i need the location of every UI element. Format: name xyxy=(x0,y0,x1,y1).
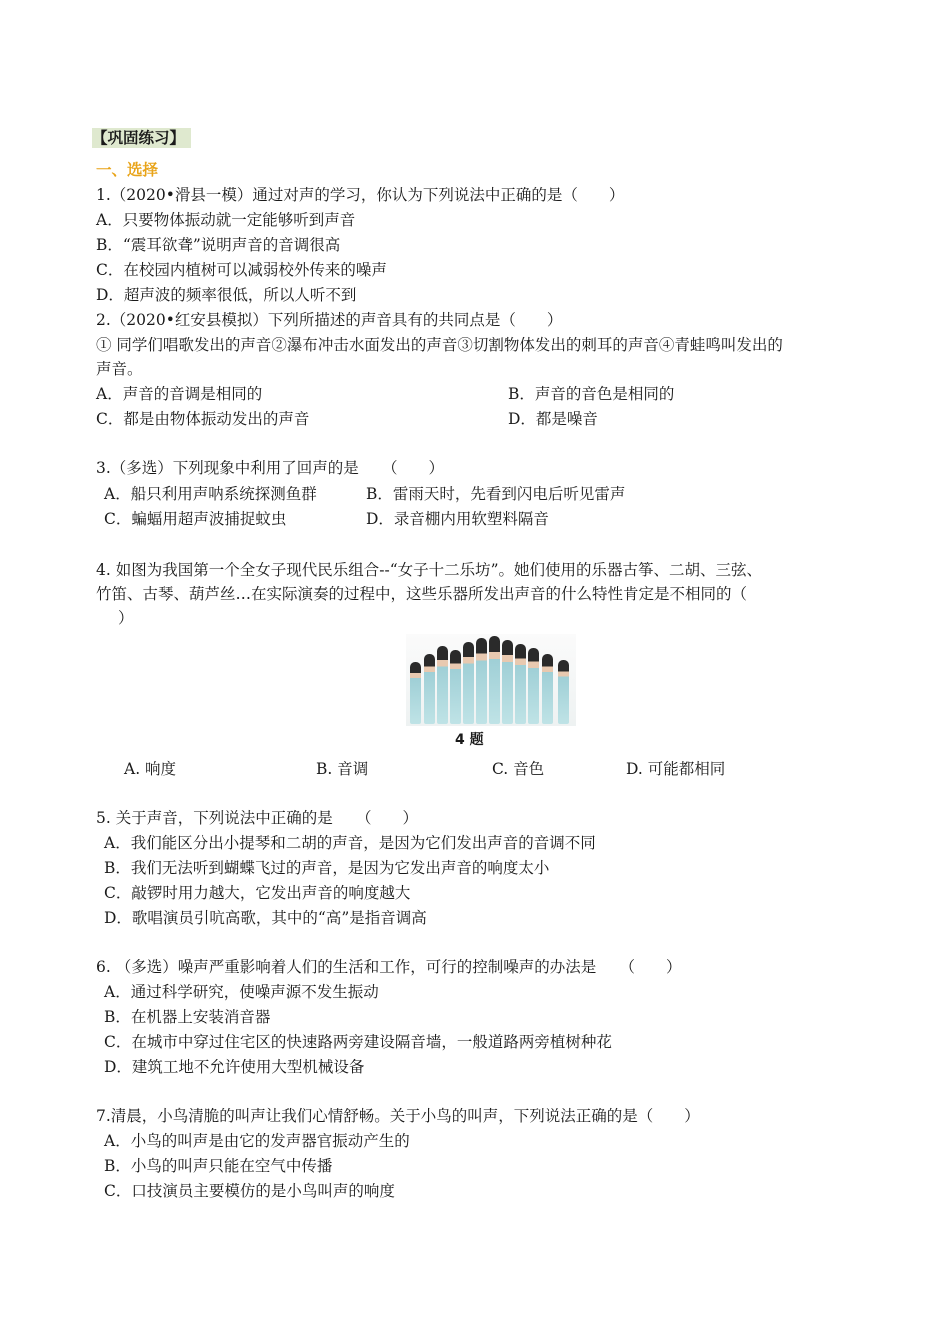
q7-option-a: A．小鸟的叫声是由它的发声器官振动产生的 xyxy=(104,1132,410,1150)
q5-option-b: B．我们无法听到蝴蝶飞过的声音，是因为它发出声音的响度太小 xyxy=(104,859,550,877)
q3-option-b: B．雷雨天时，先看到闪电后听见雷声 xyxy=(366,485,626,503)
q2-line1: ① 同学们唱歌发出的声音②瀑布冲击水面发出的声音③切割物体发出的刺耳的声音④青蛙鸣叫发出的 xyxy=(96,336,783,354)
q1-option-a: A．只要物体振动就一定能够听到声音 xyxy=(96,211,356,229)
q1-stem: 1.（2020•滑县一模）通过对声的学习，你认为下列说法中正确的是（ ） xyxy=(96,186,625,204)
q3-option-d: D．录音棚内用软塑料隔音 xyxy=(366,510,549,528)
q6-option-c: C．在城市中穿过住宅区的快速路两旁建设隔音墙，一般道路两旁植树种花 xyxy=(104,1033,612,1051)
q5-option-d: D．歌唱演员引吭高歌，其中的“高”是指音调高 xyxy=(104,909,427,927)
q6-stem: 6. （多选）噪声严重影响着人们的生活和工作，可行的控制噪声的办法是 （ ） xyxy=(96,958,682,976)
q7-option-b: B．小鸟的叫声只能在空气中传播 xyxy=(104,1157,333,1175)
q4-caption: 4 题 xyxy=(455,732,484,748)
q1-option-d: D．超声波的频率很低，所以人听不到 xyxy=(96,286,357,304)
q3-stem: 3.（多选）下列现象中利用了回声的是 （ ） xyxy=(96,459,445,477)
q1-option-b: B．“震耳欲聋”说明声音的音调很高 xyxy=(96,236,341,254)
q5-stem: 5. 关于声音，下列说法中正确的是 （ ） xyxy=(96,809,418,827)
q4-line1: 4. 如图为我国第一个全女子现代民乐组合--“女子十二乐坊”。她们使用的乐器古筝、二胡、三弦、 xyxy=(96,561,763,579)
q5-option-a: A．我们能区分出小提琴和二胡的声音，是因为它们发出声音的音调不同 xyxy=(104,834,596,852)
q2-stem: 2.（2020•红安县模拟）下列所描述的声音具有的共同点是（ ） xyxy=(96,311,563,329)
q4-line3: ） xyxy=(118,609,134,627)
q4-line2: 竹笛、古琴、葫芦丝…在实际演奏的过程中，这些乐器所发出声音的什么特性肯定是不相同的（ xyxy=(96,585,748,603)
q1-option-c: C．在校园内植树可以减弱校外传来的噪声 xyxy=(96,261,387,279)
q2-option-a: A．声音的音调是相同的 xyxy=(96,385,263,403)
q7-stem: 7.清晨，小鸟清脆的叫声让我们心情舒畅。关于小鸟的叫声，下列说法正确的是（ ） xyxy=(96,1107,700,1125)
q3-option-a: A．船只利用声呐系统探测鱼群 xyxy=(104,485,317,503)
q2-option-c: C．都是由物体振动发出的声音 xyxy=(96,410,310,428)
q6-option-d: D．建筑工地不允许使用大型机械设备 xyxy=(104,1058,365,1076)
section-title: 【巩固练习】 xyxy=(92,128,191,148)
q4-option-b: B. 音调 xyxy=(316,760,369,778)
q4-option-c: C. 音色 xyxy=(492,760,545,778)
q6-option-b: B．在机器上安装消音器 xyxy=(104,1008,271,1026)
q2-option-b: B．声音的音色是相同的 xyxy=(508,385,675,403)
heading-choice: 一、选择 xyxy=(96,161,159,179)
q3-option-c: C．蝙蝠用超声波捕捉蚊虫 xyxy=(104,510,287,528)
q6-option-a: A．通过科学研究，使噪声源不发生振动 xyxy=(104,983,379,1001)
q4-option-d: D. 可能都相同 xyxy=(626,760,726,778)
q2-line2: 声音。 xyxy=(96,360,143,378)
q2-option-d: D．都是噪音 xyxy=(508,410,598,428)
q5-option-c: C．敲锣时用力越大，它发出声音的响度越大 xyxy=(104,884,411,902)
orchestra-photo xyxy=(406,634,576,726)
q4-option-a: A. 响度 xyxy=(124,760,177,778)
q7-option-c: C．口技演员主要模仿的是小鸟叫声的响度 xyxy=(104,1182,395,1200)
